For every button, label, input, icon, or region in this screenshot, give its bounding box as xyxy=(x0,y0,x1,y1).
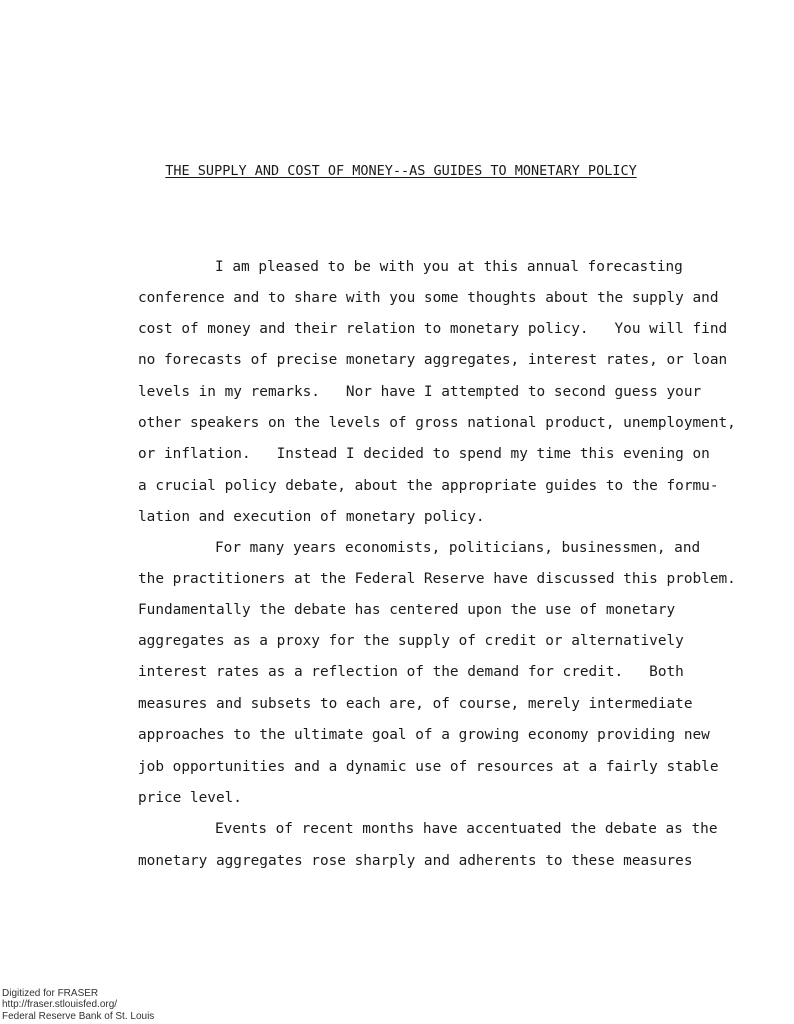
paragraph-line: or inflation. Instead I decided to spend my time this evening on xyxy=(138,446,710,462)
paragraph-line: approaches to the ultimate goal of a growing economy providing new xyxy=(138,727,710,743)
paragraph-line: For many years economists, politicians, businessmen, and xyxy=(215,540,701,556)
paragraph-line: other speakers on the levels of gross national product, unemployment, xyxy=(138,415,736,431)
footer-line-bank: Federal Reserve Bank of St. Louis xyxy=(2,1010,155,1022)
paragraph-line: monetary aggregates rose sharply and adherents to these measures xyxy=(138,853,693,869)
paragraph-line: measures and subsets to each are, of course, merely intermediate xyxy=(138,696,693,712)
paragraph-line: levels in my remarks. Nor have I attempted to second guess your xyxy=(138,384,702,400)
paragraph-line: job opportunities and a dynamic use of resources at a fairly stable xyxy=(138,759,719,775)
paragraph-line: cost of money and their relation to monetary policy. You will find xyxy=(138,321,728,337)
paragraph-line: conference and to share with you some thoughts about the supply and xyxy=(138,290,719,306)
paragraph-line: interest rates as a reflection of the demand for credit. Both xyxy=(138,664,684,680)
paragraph-line: no forecasts of precise monetary aggregates, interest rates, or loan xyxy=(138,352,728,368)
digitization-footer xyxy=(2,988,154,1023)
document-title: THE SUPPLY AND COST OF MONEY--AS GUIDES TO MONETARY POLICY xyxy=(165,163,637,179)
paragraph-line: aggregates as a proxy for the supply of credit or alternatively xyxy=(138,633,684,649)
footer-line-url[interactable]: http://fraser.stlouisfed.org/ xyxy=(2,999,118,1010)
paragraph-line: price level. xyxy=(138,790,242,806)
paragraph-line: lation and execution of monetary policy. xyxy=(138,509,485,525)
paragraph-line: Events of recent months have accentuated the debate as the xyxy=(215,821,718,837)
paragraph-line: Fundamentally the debate has centered upon the use of monetary xyxy=(138,602,676,618)
paragraph-line: I am pleased to be with you at this annual forecasting xyxy=(215,259,683,275)
paragraph-line: the practitioners at the Federal Reserve have discussed this problem. xyxy=(138,571,736,587)
footer-line-digitized: Digitized for FRASER xyxy=(2,987,99,999)
paragraph-line: a crucial policy debate, about the appropriate guides to the formu- xyxy=(138,478,719,494)
